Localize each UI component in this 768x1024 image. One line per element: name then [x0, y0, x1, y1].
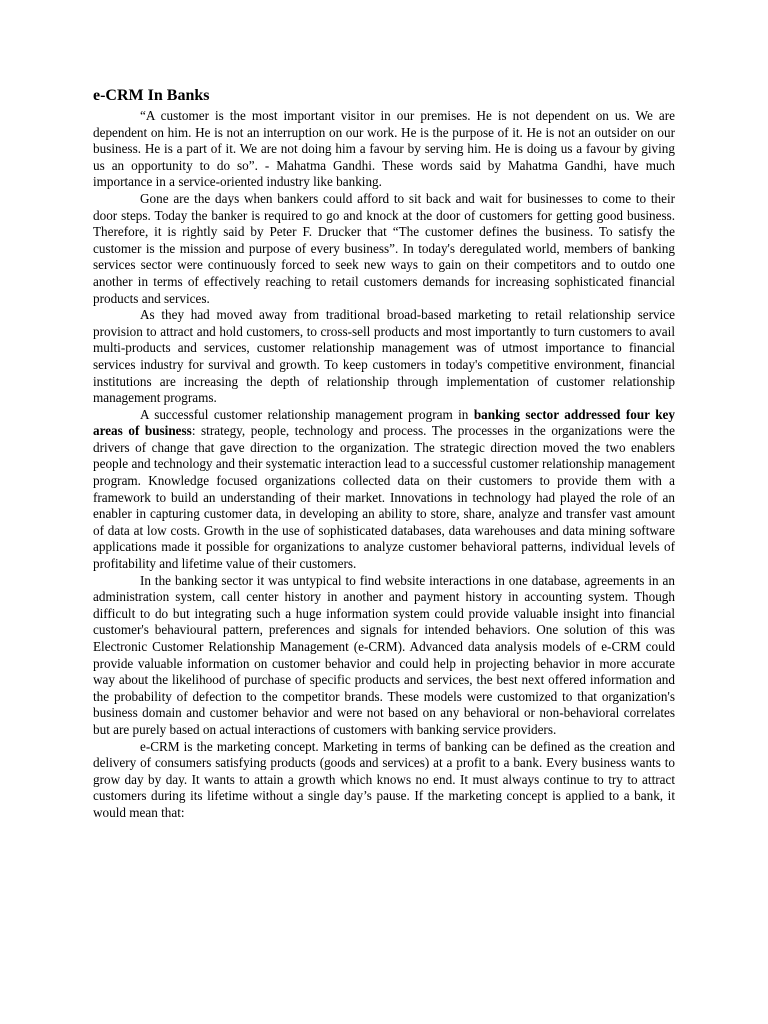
paragraph-ecrm-solution: In the banking sector it was untypical to find website interactions in one database, agreements in an administration system, call center history in another and payment history in accounting system. Though difficult to do but integrating such a huge information system could provide valuable insight into financial customer's behavioural pattern, preferences and signals for intended behaviors. One solution of this was Electronic Customer Relationship Management (e-CRM). Advanced data analysis models of e-CRM could provide valuable information on customer behavior and could help in projecting behavior in more accurate way about the likelihood of purchase of specific products and services, the best next offered information and the probability of defection to the competitor brands. These models were customized to that organization's business domain and customer behavior and were not based on any behavioral or non-behavioral correlates but are purely based on actual interactions of customers with banking service providers. [93, 572, 675, 737]
paragraph-crm-program-rest: : strategy, people, technology and process. The processes in the organizations were the drivers of change that gave direction to the organization. The strategic direction moved the two enablers people and technology and their systematic interaction lead to a successful customer relationship management program. Knowledge focused organizations collected data on their customers to provide them with a framework to build an understanding of their market. Innovations in technology had played the role of an enabler in capturing customer data, in developing an ability to store, share, analyze and transfer vast amount of data at low costs. Growth in the use of sophisticated databases, data warehouses and data mining software applications made it possible for organizations to analyze customer behavioral patterns, individual levels of profitability and lifetime value of their customers. [93, 423, 675, 572]
document-page [93, 86, 675, 822]
paragraph-drucker: Gone are the days when bankers could afford to sit back and wait for businesses to come to their door steps. Today the banker is required to go and knock at the door of customers for getting good business. Therefore, it is rightly said by Peter F. Drucker that “The customer defines the business. To satisfy the customer is the mission and purpose of every business”. In today's deregulated world, members of banking services sector were continuously forced to seek new ways to gain on their competitors and to outdo one another in terms of effectively reaching to retail customers demands for increasing sophisticated financial products and services. [93, 190, 675, 306]
document-title: e-CRM In Banks [93, 87, 210, 104]
paragraph-marketing-concept: e-CRM is the marketing concept. Marketing in terms of banking can be defined as the creation and delivery of consumers satisfying products (goods and services) at a profit to a bank. Every business wants to grow day by day. It wants to attain a growth which knows no end. It must always continue to try to attract customers during its lifetime without a single day’s pause. If the marketing concept is applied to a bank, it would mean that: [93, 738, 675, 820]
paragraph-relationship-marketing: As they had moved away from traditional broad-based marketing to retail relationship service provision to attract and hold customers, to cross-sell products and most importantly to turn customers to avail multi-products and services, customer relationship management was of utmost importance to financial services industry for survival and growth. To keep customers in today's competitive environment, financial institutions are increasing the depth of relationship through implementation of customer relationship management programs. [93, 307, 675, 406]
paragraph-crm-program [93, 407, 675, 573]
paragraph-crm-program-lead: A successful customer relationship management program in [140, 406, 474, 422]
paragraph-gandhi-quote: “A customer is the most important visitor in our premises. He is not dependent on us. We are dependent on him. He is not an interruption on our work. He is the purpose of it. He is not an outsider on our business. He is a part of it. We are not doing him a favour by serving him. He is doing us a favour by giving us an opportunity to do so”. - Mahatma Gandhi. These words said by Mahatma Gandhi, have much importance in a service-oriented industry like banking. [93, 108, 675, 190]
paragraph-crm-program-bold: banking sector addressed four key areas of business [93, 406, 675, 439]
